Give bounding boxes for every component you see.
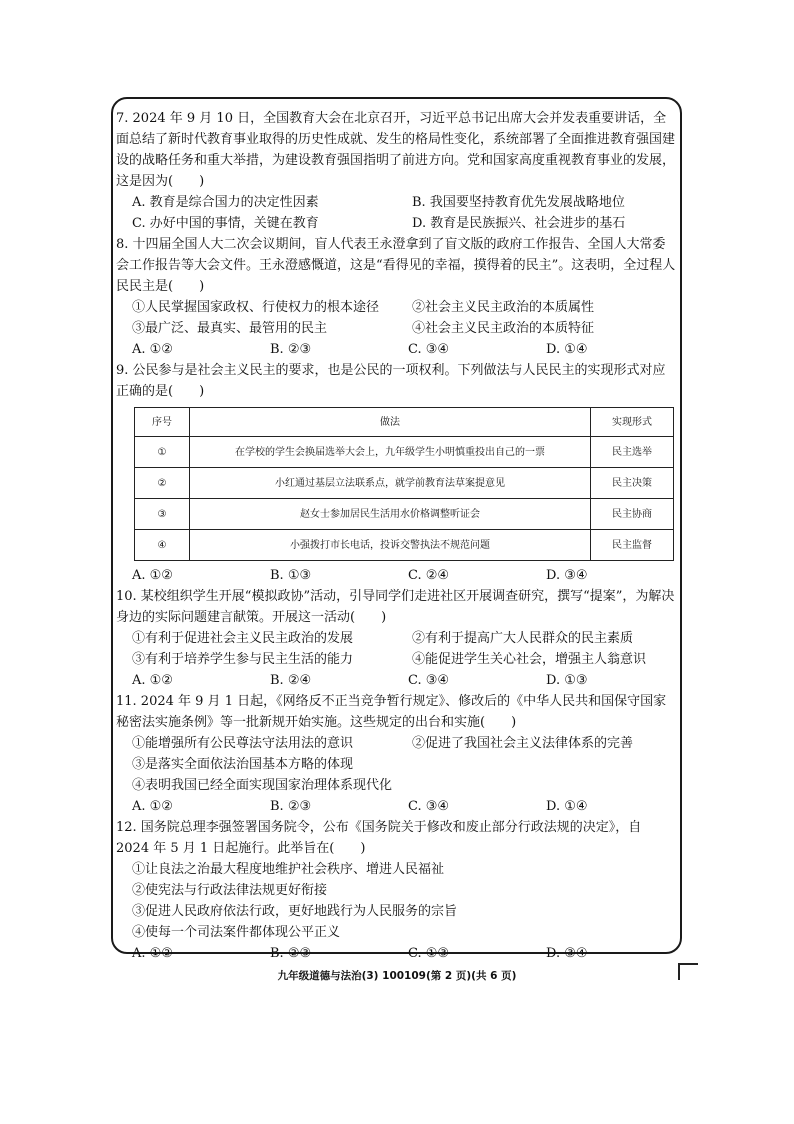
header-number: 序号 [135, 408, 190, 437]
statement-2: ②社会主义民主政治的本质属性 [412, 300, 595, 315]
option-b[interactable]: B. 我国要坚持教育优先发展战略地位 [412, 195, 625, 210]
statement-1: ①能增强所有公民尊法守法用法的意识 [132, 736, 354, 751]
statement-1: ①让良法之治最大程度地维护社会秩序、增进人民福祉 [132, 862, 445, 877]
row-number: ① [135, 437, 190, 468]
row-practice: 在学校的学生会换届选举大会上，九年级学生小明慎重投出自己的一票 [190, 437, 591, 468]
question-9-stem: 9. 公民参与是社会主义民主的要求，也是公民的一项权利。下列做法与人民民主的实现形式对应正确的是( ) [116, 363, 666, 399]
statement-3: ③促进人民政府依法行政，更好地践行为人民服务的宗旨 [132, 904, 458, 919]
question-9 [116, 360, 676, 586]
table-row [135, 499, 674, 530]
table-header-row [135, 408, 674, 437]
statement-4: ④能促进学生关心社会，增强主人翁意识 [412, 652, 647, 667]
question-11-stem: 11. 2024 年 9 月 1 日起，《网络反不正当竞争暂行规定》、修改后的《中华人民共和国保守国家秘密法实施条例》等一批新规开始实施。这些规定的出台和实施( ) [116, 694, 667, 730]
option-a[interactable]: A. ①② [132, 673, 173, 688]
option-c[interactable]: C. 办好中国的事情，关键在教育 [132, 216, 319, 231]
option-d[interactable]: D. ③④ [546, 946, 588, 961]
table-row [135, 468, 674, 499]
question-10-items [116, 628, 676, 670]
question-8-options [116, 339, 676, 360]
question-11-item-row [116, 733, 676, 754]
statement-1: ①人民掌握国家政权、行使权力的根本途径 [132, 300, 380, 315]
option-a[interactable]: A. ①② [132, 342, 173, 357]
row-form: 民主协商 [591, 499, 674, 530]
option-b[interactable]: B. ②③ [270, 342, 312, 357]
header-practice: 做法 [190, 408, 591, 437]
statement-3: ③最广泛、最真实、最管用的民主 [132, 321, 328, 336]
statement-3: ③有利于培养学生参与民主生活的能力 [132, 652, 354, 667]
question-12-options [116, 943, 676, 964]
row-form: 民主监督 [591, 530, 674, 561]
corner-mark [678, 963, 698, 980]
option-a[interactable]: A. ①② [132, 568, 173, 583]
row-form: 民主选举 [591, 437, 674, 468]
statement-3: ③是落实全面依法治国基本方略的体现 [132, 757, 354, 772]
table-row [135, 437, 674, 468]
table-row [135, 530, 674, 561]
question-10-options [116, 670, 676, 691]
option-d[interactable]: D. 教育是民族振兴、社会进步的基石 [412, 216, 626, 231]
header-form: 实现形式 [591, 408, 674, 437]
statement-4: ④使每一个司法案件都体现公平正义 [132, 925, 341, 940]
question-11 [116, 691, 676, 817]
question-8 [116, 234, 676, 360]
question-list [116, 108, 676, 964]
row-number: ③ [135, 499, 190, 530]
practice-table [134, 407, 674, 561]
row-practice: 小强拨打市长电话，投诉交警执法不规范问题 [190, 530, 591, 561]
option-c[interactable]: C. ③④ [408, 673, 450, 688]
question-7 [116, 108, 676, 234]
statement-4: ④社会主义民主政治的本质特征 [412, 321, 595, 336]
question-9-options [116, 565, 676, 586]
row-form: 民主决策 [591, 468, 674, 499]
statement-4: ④表明我国已经全面实现国家治理体系现代化 [132, 778, 393, 793]
option-c[interactable]: C. ③④ [408, 342, 450, 357]
question-12-stem: 12. 国务院总理李强签署国务院令，公布《国务院关于修改和废止部分行政法规的决定》，自 2024 年 5 月 1 日起施行。此举旨在( ) [116, 820, 642, 856]
question-8-stem: 8. 十四届全国人大二次会议期间，盲人代表王永澄拿到了盲文版的政府工作报告、全国人大常委会工作报告等大会文件。王永澄感慨道，这是“看得见的幸福，摸得着的民主”。这表明，全过程人民民主是( ) [116, 237, 676, 294]
option-b[interactable]: B. ②④ [270, 673, 312, 688]
option-d[interactable]: D. ③④ [546, 568, 588, 583]
option-c[interactable]: C. ①③ [408, 946, 450, 961]
question-10-stem: 10. 某校组织学生开展“模拟政协”活动，引导同学们走进社区开展调查研究，撰写“提案”，为解决身边的实际问题建言献策。开展这一活动( ) [116, 589, 675, 625]
page-footer: 九年级道德与法治(3) 100109(第 2 页)(共 6 页) [277, 970, 517, 982]
option-d[interactable]: D. ①③ [546, 673, 588, 688]
option-b[interactable]: B. ①③ [270, 568, 312, 583]
option-a[interactable]: A. ①② [132, 799, 173, 814]
row-practice: 小红通过基层立法联系点，就学前教育法草案提意见 [190, 468, 591, 499]
option-b[interactable]: B. ②③ [270, 946, 312, 961]
statement-2: ②有利于提高广大人民群众的民主素质 [412, 631, 634, 646]
option-c[interactable]: C. ②④ [408, 568, 450, 583]
row-number: ④ [135, 530, 190, 561]
option-a[interactable]: A. 教育是综合国力的决定性因素 [132, 195, 319, 210]
option-c[interactable]: C. ③④ [408, 799, 450, 814]
row-practice: 赵女士参加居民生活用水价格调整听证会 [190, 499, 591, 530]
row-number: ② [135, 468, 190, 499]
question-7-stem: 7. 2024 年 9 月 10 日，全国教育大会在北京召开，习近平总书记出席大会并发表重要讲话，全面总结了新时代教育事业取得的历史性成就、发生的格局性变化，系统部署了全面推进教育强国建设的战略任务和重大举措，为建设教育强国指明了前进方向。党和国家高度重视教育事业的发展，这是因为( ) [116, 111, 676, 189]
question-7-options [116, 192, 676, 234]
option-a[interactable]: A. ①② [132, 946, 173, 961]
option-b[interactable]: B. ②③ [270, 799, 312, 814]
question-10 [116, 586, 676, 691]
statement-1: ①有利于促进社会主义民主政治的发展 [132, 631, 354, 646]
statement-2: ②使宪法与行政法律法规更好衔接 [132, 883, 328, 898]
option-d[interactable]: D. ①④ [546, 799, 588, 814]
question-12 [116, 817, 676, 964]
option-d[interactable]: D. ①④ [546, 342, 588, 357]
question-11-options [116, 796, 676, 817]
question-8-items [116, 297, 676, 339]
statement-2: ②促进了我国社会主义法律体系的完善 [412, 736, 634, 751]
